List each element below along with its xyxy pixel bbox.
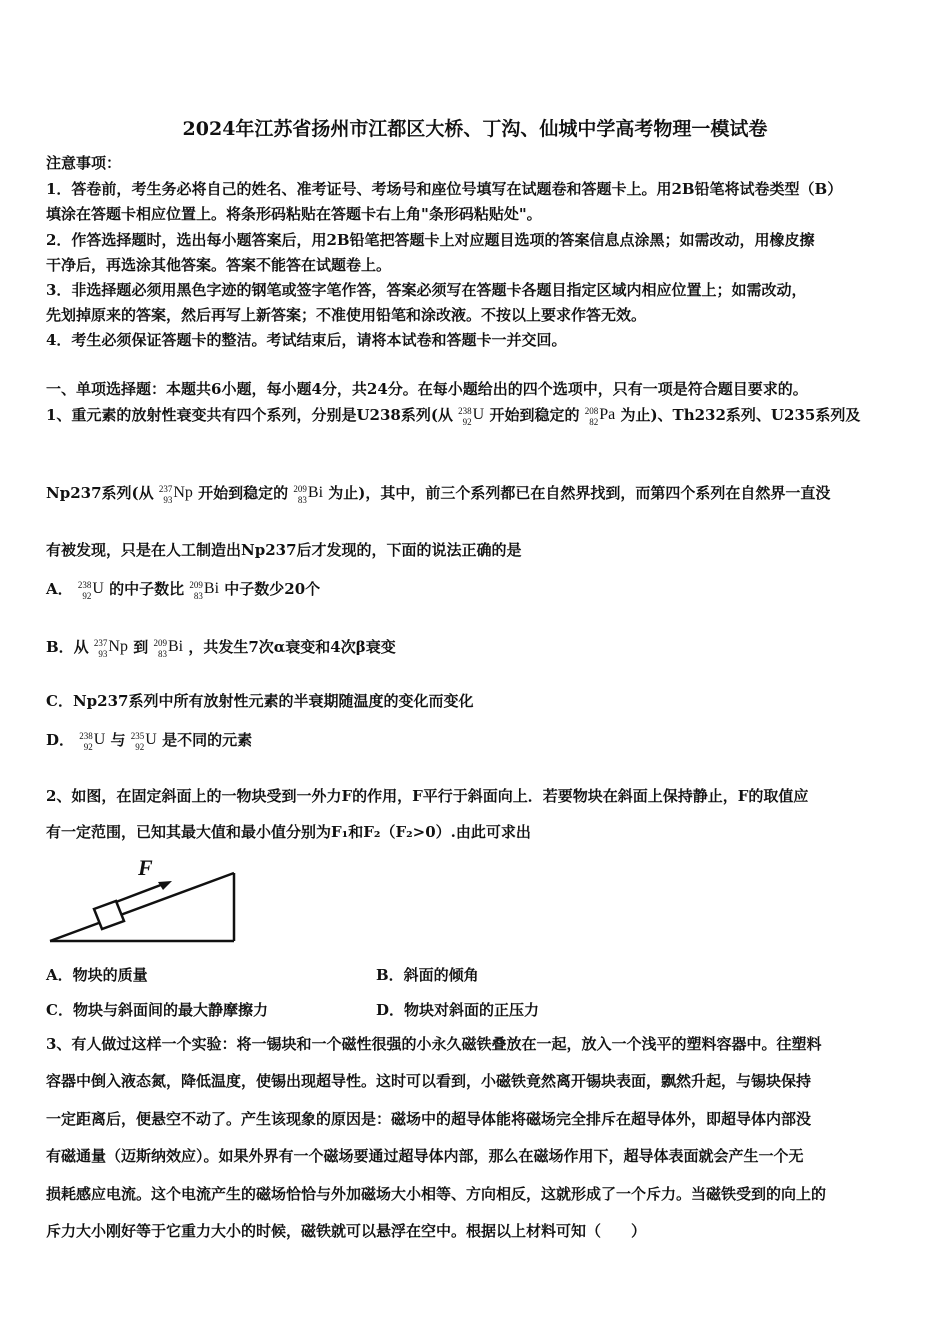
- q2-line-2: 有一定范围，已知其最大值和最小值分别为F₁和F₂（F₂>0）.由此可求出: [46, 823, 531, 841]
- isotope-bi209: 209 83Bi: [293, 483, 324, 505]
- q1-option-c: C．Np237系列中所有放射性元素的半衰期随温度的变化而变化: [46, 692, 474, 710]
- page-title: 2024年江苏省扬州市江都区大桥、丁沟、仙城中学高考物理一模试卷: [182, 118, 768, 140]
- q3-line: 有磁通量（迈斯纳效应）。如果外界有一个磁场要通过超导体内部，那么在磁场作用下，超导体表面就会产生一个无: [46, 1147, 804, 1165]
- q1-option-a: A． 238 92U 的中子数比 209 83Bi 中子数少20个: [46, 579, 321, 601]
- q1-option-b: B．从 237 93Np 到 209 83Bi ，共发生7次α衰变和4次β衰变: [46, 637, 396, 659]
- q3-line: 损耗感应电流。这个电流产生的磁场恰恰与外加磁场大小相等、方向相反，这就形成了一个斥力。当磁铁受到的向上的: [46, 1185, 827, 1203]
- q1-line-3: 有被发现，只是在人工制造出Np237后才发现的，下面的说法正确的是: [46, 541, 522, 559]
- q2-option-c: C．物块与斜面间的最大静摩擦力: [46, 1001, 268, 1019]
- isotope-u238: 238 92U: [458, 405, 485, 427]
- isotope-bi209: 209 83Bi: [153, 637, 184, 659]
- section-heading: 一、单项选择题：本题共6小题，每小题4分，共24分。在每小题给出的四个选项中，只有一项是符合题目要求的。: [46, 380, 808, 398]
- q2-option-d: D．物块对斜面的正压力: [376, 1001, 540, 1019]
- incline-slope: [50, 873, 234, 941]
- q3-line: 3、有人做过这样一个实验：将一锡块和一个磁性很强的小永久磁铁叠放在一起，放入一个浅平的塑料容器中。往塑料: [46, 1035, 822, 1053]
- q3-line: 容器中倒入液态氮，降低温度，使锡出现超导性。这时可以看到，小磁铁竟然离开锡块表面，飘然升起，与锡块保持: [46, 1072, 812, 1090]
- isotope-np237: 237 93Np: [93, 637, 128, 659]
- force-label: F: [138, 855, 153, 880]
- isotope-np237: 237 93Np: [158, 483, 193, 505]
- q1-line-2: Np237系列(从 237 93Np 开始到稳定的 209 83Bi 为止)，其中，前三个系列都已在自然界找到，而第四个系列在自然界一直没: [46, 483, 831, 505]
- notice-line: 1．答卷前，考生务必将自己的姓名、准考证号、考场号和座位号填写在试题卷和答题卡上。用2B铅笔将试卷类型（B）: [46, 180, 843, 198]
- isotope-u238: 238 92U: [77, 579, 104, 601]
- notice-heading: 注意事项：: [46, 154, 122, 172]
- q2-option-b: B．斜面的倾角: [376, 966, 479, 984]
- isotope-bi209: 209 83Bi: [189, 579, 220, 601]
- q1-option-d: D． 238 92U 与 235 92U 是不同的元素: [46, 730, 253, 752]
- notice-line: 干净后，再选涂其他答案。答案不能答在试题卷上。: [46, 256, 392, 274]
- notice-line: 先划掉原来的答案，然后再写上新答案；不准使用铅笔和涂改液。不按以上要求作答无效。: [46, 306, 647, 324]
- force-arrow: [116, 883, 166, 902]
- q2-option-a: A．物块的质量: [46, 966, 148, 984]
- isotope-pa208: 208 82Pa: [584, 405, 616, 427]
- incline-figure: [46, 855, 246, 947]
- notice-line: 4．考生必须保证答题卡的整洁。考试结束后，请将本试卷和答题卡一并交回。: [46, 331, 567, 349]
- block: [94, 901, 124, 929]
- isotope-u238: 238 92U: [79, 730, 106, 752]
- notice-line: 3．非选择题必须用黑色字迹的钢笔或签字笔作答，答案必须写在答题卡各题目指定区域内相应位置上；如需改动，: [46, 281, 807, 299]
- isotope-u235: 235 92U: [130, 730, 157, 752]
- notice-line: 2．作答选择题时，选出每小题答案后，用2B铅笔把答题卡上对应题目选项的答案信息点涂黑；如需改动，用橡皮擦: [46, 231, 815, 249]
- q3-line: 一定距离后，便悬空不动了。产生该现象的原因是：磁场中的超导体能将磁场完全排斥在超导体外，即超导体内部没: [46, 1110, 812, 1128]
- q2-line-1: 2、如图，在固定斜面上的一物块受到一外力F的作用，F平行于斜面向上．若要物块在斜面上保持静止，F的取值应: [46, 787, 809, 805]
- notice-line: 填涂在答题卡相应位置上。将条形码粘贴在答题卡右上角"条形码粘贴处"。: [46, 205, 542, 223]
- q3-line: 斥力大小刚好等于它重力大小的时候，磁铁就可以悬浮在空中。根据以上材料可知（ ）: [46, 1222, 647, 1240]
- q1-line-1: 1、重元素的放射性衰变共有四个系列，分别是U238系列(从 238 92U 开始到稳定的 208 82Pa 为止)、Th232系列、U235系列及: [46, 405, 861, 427]
